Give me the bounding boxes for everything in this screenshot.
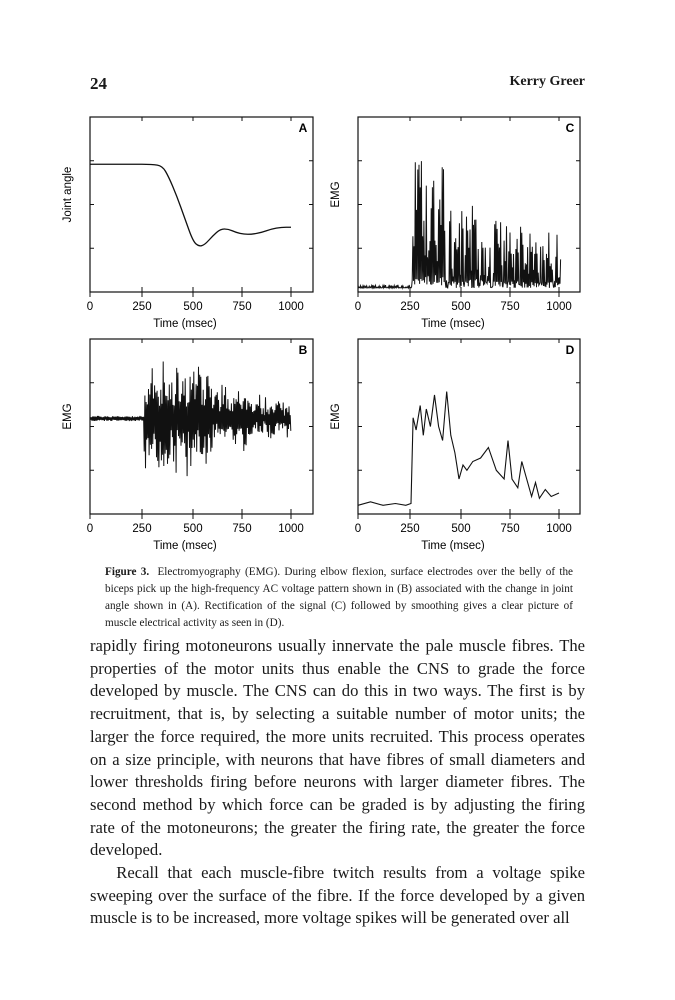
- x-axis-label: Time (msec): [421, 318, 485, 330]
- running-head: Kerry Greer: [509, 74, 585, 89]
- plot-frame: [358, 339, 580, 514]
- figure-3-panels: [0, 100, 675, 560]
- rectified-emg-series: [358, 161, 561, 288]
- y-axis-label: EMG: [330, 181, 342, 208]
- joint-angle-series: [90, 164, 291, 246]
- x-tick-label: 0: [86, 301, 94, 313]
- x-tick-label: 250: [400, 523, 420, 535]
- panel-a: [62, 117, 313, 330]
- x-tick-label: 250: [132, 301, 152, 313]
- x-tick-label: 250: [132, 523, 152, 535]
- x-axis-label: Time (msec): [153, 318, 217, 330]
- x-tick-label: 750: [500, 523, 520, 535]
- x-tick-label: 1000: [546, 523, 572, 535]
- x-tick-label: 0: [354, 301, 362, 313]
- x-tick-label: 1000: [278, 301, 304, 313]
- x-axis-label: Time (msec): [153, 540, 217, 552]
- x-tick-label: 0: [354, 523, 362, 535]
- x-tick-label: 1000: [278, 523, 304, 535]
- panel-b: [62, 339, 313, 552]
- y-axis-label: EMG: [330, 403, 342, 430]
- x-tick-label: 1000: [546, 301, 572, 313]
- plot-frame: [90, 117, 313, 292]
- body-text: [90, 635, 585, 930]
- y-axis-label: Joint angle: [62, 166, 74, 223]
- x-axis-label: Time (msec): [421, 540, 485, 552]
- x-tick-label: 500: [451, 301, 471, 313]
- x-tick-label: 500: [183, 523, 203, 535]
- x-tick-label: 750: [500, 301, 520, 313]
- x-tick-label: 0: [86, 523, 94, 535]
- raw-emg-series: [90, 362, 291, 477]
- panel-letter: C: [565, 121, 575, 135]
- panel-letter: B: [298, 343, 308, 357]
- figure-label: Figure 3.: [105, 566, 150, 578]
- figure-caption: [105, 564, 573, 632]
- page-number: 24: [90, 74, 107, 93]
- panel-c: [330, 117, 580, 330]
- body-paragraph-2-text: Recall that each muscle-fibre twitch results from a voltage spike sweeping over the surface of the fibre. If the force developed by a given muscle is to be increased, more voltage spikes will be generated over all: [90, 863, 585, 928]
- panel-letter: D: [565, 343, 575, 357]
- page-header: [90, 74, 585, 96]
- body-paragraph-2: [90, 862, 585, 930]
- x-tick-label: 750: [232, 301, 252, 313]
- smoothed-emg-series: [358, 392, 559, 506]
- x-tick-label: 250: [400, 301, 420, 313]
- panel-letter: A: [298, 121, 308, 135]
- panel-d: [330, 339, 580, 552]
- y-axis-label: EMG: [62, 403, 74, 430]
- x-tick-label: 750: [232, 523, 252, 535]
- x-tick-label: 500: [451, 523, 471, 535]
- x-tick-label: 500: [183, 301, 203, 313]
- figure-caption-text: Electromyography (EMG). During elbow flexion, surface electrodes over the belly of the biceps pick up the high-frequency AC voltage pattern shown in (B) associated with the change in joint angle shown in (A). Rectification of the signal (C) followed by smoothing gives a clear picture of muscle electrical activity as seen in (D).: [105, 566, 574, 629]
- body-paragraph-1: rapidly firing motoneurons usually innervate the pale muscle fibres. The properties of the motor units thus enable the CNS to grade the force developed by muscle. The CNS can do this in two ways. The first is by recruitment, that is, by selecting a suitable number of motor units; the larger the force required, the more units recruited. This process operates on a size principle, with neurons that have fibres of small diameters and lower thresholds firing before neurons with larger diameter fibres. The second method by which force can be graded is by adjusting the firing rate of the motoneurons; the greater the firing rate, the greater the force developed.: [90, 636, 585, 860]
